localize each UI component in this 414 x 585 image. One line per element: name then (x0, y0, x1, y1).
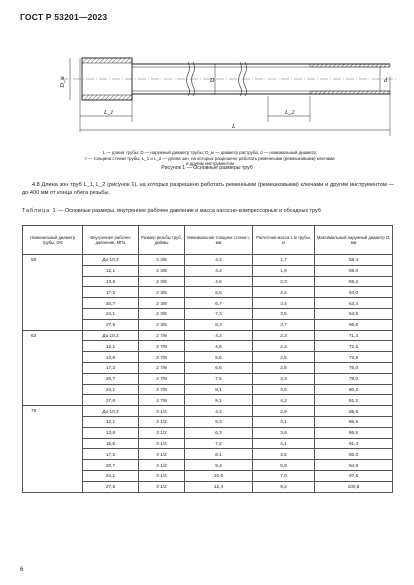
table-cell: 9,4 (185, 460, 253, 471)
label-l1: L_1 (104, 110, 114, 116)
table-cell: 92,0 (315, 449, 393, 460)
table-cell: 3,4 (253, 298, 315, 309)
table-cell: До 10,3 (83, 406, 139, 417)
table-cell: 2 7/8 (139, 352, 185, 363)
table-cell: 13,8 (83, 352, 139, 363)
table-cell: 3,5 (253, 308, 315, 319)
table-cell: 15,5 (83, 438, 139, 449)
table-cell: 4,6 (185, 341, 253, 352)
table-cell: 17,2 (83, 362, 139, 373)
table-cell: 80,2 (315, 384, 393, 395)
table-cell: 7,6 (185, 373, 253, 384)
table-cell: 2 3/8 (139, 265, 185, 276)
table-cell: 71,4 (315, 330, 393, 341)
table-cell: 3,3 (253, 373, 315, 384)
table-cell: 76,0 (315, 362, 393, 373)
table-row (23, 255, 393, 266)
table-cell: 2 3/8 (139, 276, 185, 287)
table-cell: 10,6 (185, 470, 253, 481)
table-cell: 24,1 (83, 308, 139, 319)
table-cell: 2 7/8 (139, 362, 185, 373)
table-cell: 12,1 (83, 341, 139, 352)
table-cell: 63,0 (315, 287, 393, 298)
table-row (23, 330, 393, 341)
table-cell: 85,8 (315, 406, 393, 417)
table-cell: 3 1/2 (139, 416, 185, 427)
col-header: Внутреннее рабочее давление, МПа (83, 226, 139, 255)
table-cell: 4,6 (185, 276, 253, 287)
table-cell: 2,3 (253, 276, 315, 287)
table-cell: 2,5 (253, 352, 315, 363)
table-cell: 100,8 (315, 481, 393, 492)
table-caption (22, 208, 394, 215)
table-cell: 3,6 (253, 384, 315, 395)
table-cell: 59,2 (315, 276, 393, 287)
table-cell: 86,6 (315, 427, 393, 438)
table-cell: 20,7 (83, 298, 139, 309)
table-cell: 2,3 (253, 330, 315, 341)
col-header: Расчетная масса 1 м трубы, кг (253, 226, 315, 255)
table-cell: 4,2 (185, 255, 253, 266)
table-cell: 81,2 (315, 395, 393, 406)
table-cell: 4,1 (253, 438, 315, 449)
table-cell: 24,1 (83, 470, 139, 481)
table-cell: 8,3 (185, 319, 253, 330)
table-cell: 20,7 (83, 373, 139, 384)
table-cell: 3 1/2 (139, 481, 185, 492)
table-caption-text: — Основные размеры, внутреннее рабочее давление и масса насосно-компрессорных и обсадных труб (56, 208, 321, 214)
table-cell: 24,1 (83, 384, 139, 395)
table-cell: 20,7 (83, 460, 139, 471)
cell-dn: 50 (23, 255, 83, 331)
table-cell: До 10,3 (83, 255, 139, 266)
table-cell: 1,7 (253, 255, 315, 266)
table-cell: 13,8 (83, 427, 139, 438)
table-cell: 3 1/2 (139, 406, 185, 417)
table-cell: 2,4 (253, 287, 315, 298)
cell-dn: 63 (23, 330, 83, 406)
table-cell: 12,1 (83, 416, 139, 427)
legend-line: t — толщина стенки трубы; L_1 и L_2 — длина зон, на которых разрешено работать ременными (ремешковыми) ключами (85, 155, 335, 161)
label-l2: L_2 (285, 110, 295, 116)
label-L: L (232, 124, 236, 130)
table-cell: 4,5 (253, 449, 315, 460)
label-dm: D_м (60, 76, 66, 88)
table-cell: 3 1/2 (139, 470, 185, 481)
table-cell: 8,1 (185, 449, 253, 460)
table-cell: 86,6 (315, 416, 393, 427)
table-cell: 7,0 (253, 470, 315, 481)
section-paragraph: 4.8 Длина зон труб L_1, L_2 (рисунок 1), на которых разрешено работать ременными (ремешковыми) ключами и другим инструментом — до 400 мм от конца обега резьбы. (22, 182, 394, 196)
table-caption-label: Таблица 1 (22, 208, 57, 214)
table-cell: 2 3/8 (139, 319, 185, 330)
table-cell: 3 1/2 (139, 460, 185, 471)
table-cell: 2,4 (253, 341, 315, 352)
table-cell: 7,2 (185, 438, 253, 449)
table-cell: 3 1/2 (139, 449, 185, 460)
table-cell: 58,4 (315, 255, 393, 266)
legend-line: и другим инструментом (185, 161, 235, 167)
table-cell: 91,4 (315, 438, 393, 449)
table-cell: 2 7/8 (139, 330, 185, 341)
table-cell: 2 7/8 (139, 341, 185, 352)
table-cell: 4,2 (253, 395, 315, 406)
table-cell: 2 3/8 (139, 308, 185, 319)
table-cell: 17,2 (83, 449, 139, 460)
table-cell: 27,6 (83, 395, 139, 406)
col-header: Размер резьбы труб, дюймы (139, 226, 185, 255)
table-cell: 72,8 (315, 352, 393, 363)
cell-dn: 76 (23, 406, 83, 492)
table-cell: 2 7/8 (139, 395, 185, 406)
table-cell: 2 7/8 (139, 384, 185, 395)
table-cell: 78,0 (315, 373, 393, 384)
pipe-dimensions-table (22, 225, 393, 493)
label-d: d (384, 78, 387, 84)
table-cell: 1,9 (253, 265, 315, 276)
table-header-row (23, 226, 393, 255)
table-cell: 3 1/2 (139, 438, 185, 449)
table-cell: 2 3/8 (139, 255, 185, 266)
table-cell: 5,3 (185, 416, 253, 427)
table-cell: 6,7 (185, 298, 253, 309)
table-cell: 6,3 (185, 427, 253, 438)
table-cell: 3,1 (253, 416, 315, 427)
table-body (23, 255, 393, 493)
col-header: Максимальный наружный диаметр D, мм (315, 226, 393, 255)
col-header: Минимальная толщина стенки t, мм (185, 226, 253, 255)
table-cell: 2 3/8 (139, 298, 185, 309)
doc-title: ГОСТ Р 53201—2023 (20, 12, 108, 22)
table-cell: 8,1 (185, 384, 253, 395)
label-D: D (210, 78, 215, 84)
col-header: Номинальный диаметр трубы, DN (23, 226, 83, 255)
table-cell: 12,1 (83, 265, 139, 276)
pipe-dimension-figure (20, 36, 400, 146)
table-cell: 2 3/8 (139, 287, 185, 298)
figure-caption: Рисунок 1 — Основные размеры труб (161, 165, 253, 171)
table-cell: 2,9 (253, 406, 315, 417)
table-cell: 5,6 (185, 352, 253, 363)
table-cell: 63,4 (315, 298, 393, 309)
table-cell: 2,8 (253, 362, 315, 373)
table-cell: 27,6 (83, 319, 139, 330)
legend-line: L — длина трубы; D — наружный диаметр трубы; D_м — диаметр раструба; d — номинальный диаметр; (102, 150, 318, 155)
table-cell: 27,6 (83, 481, 139, 492)
table-cell: До 10,3 (83, 330, 139, 341)
table-cell: 72,6 (315, 341, 393, 352)
table-cell: 12,4 (185, 481, 253, 492)
table-cell: 64,6 (315, 308, 393, 319)
table-cell: 9,1 (185, 395, 253, 406)
table-cell: 3,6 (253, 427, 315, 438)
page-number: 6 (20, 567, 24, 573)
table-cell: 66,6 (315, 319, 393, 330)
table-cell: 3 1/2 (139, 427, 185, 438)
table-cell: 59,0 (315, 265, 393, 276)
table-cell: 17,2 (83, 287, 139, 298)
table-cell: 4,2 (185, 330, 253, 341)
table-cell: 3,7 (253, 319, 315, 330)
table-cell: 5,8 (253, 460, 315, 471)
table-cell: 4,2 (185, 406, 253, 417)
table-cell: 9,2 (253, 481, 315, 492)
table-row (23, 406, 393, 417)
table-cell: 6,5 (185, 287, 253, 298)
table-cell: 94,8 (315, 460, 393, 471)
table-cell: 97,6 (315, 470, 393, 481)
table-cell: 7,3 (185, 308, 253, 319)
table-cell: 4,2 (185, 265, 253, 276)
table-cell: 2 7/8 (139, 373, 185, 384)
table-cell: 13,8 (83, 276, 139, 287)
table-cell: 6,6 (185, 362, 253, 373)
